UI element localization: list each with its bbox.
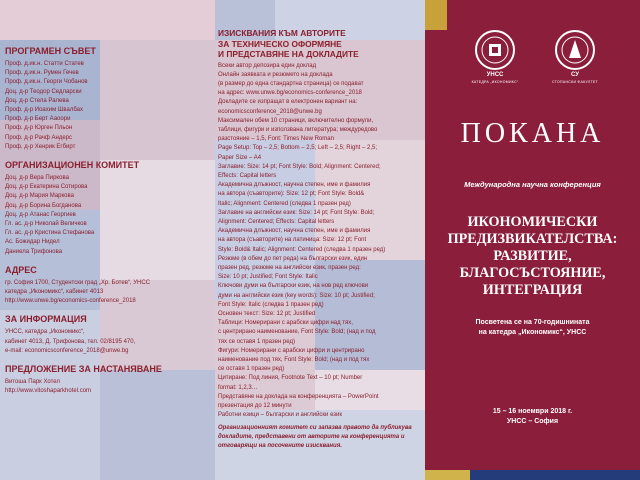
org-committee-member: Доц. д-р Вера Пиркова: [5, 175, 69, 182]
requirement-item: Фигури: Номерирани с арабски цифри и центрирано: [218, 347, 365, 354]
event-venue: УНСС – София: [506, 418, 559, 425]
conference-theme: [425, 214, 640, 299]
program-council-member: Проф. д-р Юрген Пльон: [5, 125, 73, 132]
address-section: [5, 265, 210, 307]
address-title: АДРЕС: [5, 264, 37, 275]
org-committee-member: Доц. д-р Мария Маркова: [5, 193, 74, 200]
navy-bottom-stripe: [470, 470, 640, 480]
theme-line: ИКОНОМИЧЕСКИ: [467, 214, 598, 230]
requirement-item: Основен текст: Size: 12 pt; Justified: [218, 310, 316, 317]
org-committee-member: Даниела Трифонова: [5, 248, 63, 255]
info-section: [5, 314, 210, 356]
info-line: кабинет 4013, Д. Трифонова, тел. 02/8195 470,: [5, 338, 136, 345]
bg-block: [0, 0, 215, 40]
requirement-item: Alignment: Centered; Effects: Capital letters: [218, 218, 335, 225]
org-committee-member: Гл. ас. д-р Николай Величков: [5, 221, 87, 228]
requirement-item: Всеки автор депозира един доклад: [218, 62, 317, 69]
program-council-member: Проф. д.ик.н. Статти Статев: [5, 61, 84, 67]
org-committee-member: Доц. д-р Екатерина Сотирова: [5, 184, 88, 191]
info-line: УНСС, катедра „Икономикс“,: [5, 329, 85, 336]
requirement-item: думи на английски език (key words): Size: 10 pt; Justified;: [218, 292, 375, 299]
requirement-item: таблици, фигури и използвана литература; междуредово: [218, 126, 378, 133]
requirement-item: Font Style: Italic (следва 1 празен ред): [218, 301, 324, 308]
address-line: катедра „Икономикс“, кабинет 4013: [5, 289, 104, 296]
requirements-title-line: ЗА ТЕХНИЧЕСКО ОФОРМЯНЕ: [218, 38, 342, 49]
left-column: [5, 46, 210, 404]
program-council-member: Доц. д-р Теодор Седларски: [5, 88, 82, 95]
accommodation-section: [5, 364, 210, 396]
requirement-item: наименование под тях, Font Style: Bold; (над и под тях: [218, 357, 370, 363]
info-title: ЗА ИНФОРМАЦИЯ: [5, 314, 87, 325]
requirement-item: се оставя 1 празен ред): [218, 366, 285, 373]
program-council-member: Проф. д-р Берт Ааоори: [5, 116, 71, 123]
requirement-item: Таблици: Номерирани с арабски цифри над тях,: [218, 320, 353, 327]
requirement-item: Представяне на доклада на конференцията – PowerPoint: [218, 393, 379, 400]
unwe-logo-icon: [475, 30, 515, 70]
org-committee-section: [5, 160, 210, 257]
requirement-item: Style: Bold& Italic; Alignment: Centered (следва 1 празен ред): [218, 246, 386, 253]
event-dates: [425, 407, 640, 427]
address-line: гр. София 1700, Студентски град „Хр. Ботев“, УНСС: [5, 279, 151, 286]
accommodation-title: ПРЕДЛОЖЕНИЕ ЗА НАСТАНЯВАНЕ: [5, 364, 162, 375]
requirement-item: Докладите се изпращат в електронен вариант на:: [218, 99, 358, 106]
logo2-caption: СУ: [571, 72, 579, 78]
program-council-list: [5, 60, 210, 152]
requirement-item: Заглавие: Size: 14 pt; Font Style: Bold; Alignment: Centered;: [218, 163, 381, 170]
requirement-item: Заглавие на английски език: Size: 14 pt; Font Style: Bold;: [218, 209, 375, 216]
org-committee-title: ОРГАНИЗАЦИОНЕН КОМИТЕТ: [5, 160, 140, 171]
requirement-item: на автора (съавторите): Size: 12 pt; Font Style: Bold&: [218, 191, 365, 198]
requirement-item: Академична длъжност, научна степен, име и фамилия: [218, 228, 371, 235]
conference-subtitle: Международна научна конференция: [464, 180, 601, 189]
requirement-item: Цитиране: Под линия, Footnote Text – 10 pt; Number: [218, 375, 363, 382]
requirement-item: Ключови думи на български език, на нов ред ключови: [218, 283, 369, 290]
invitation-cover: [425, 0, 640, 480]
program-council-member: Проф. д-р Рачф Андерс: [5, 134, 72, 141]
requirements-title-line: И ПРЕДСТАВЯНЕ НА ДОКЛАДИТЕ: [218, 49, 359, 59]
hotel-link[interactable]: http://www.vitoshaparkhotel.com: [5, 388, 92, 395]
requirement-item: (в размер до една стандартна страница) се подават: [218, 80, 364, 87]
theme-line: ПРЕДИЗВИКАТЕЛСТВА:: [447, 231, 618, 247]
requirement-item: Size: 10 pt; Justified; Font Style: Italic: [218, 274, 318, 281]
requirement-item: разстояние – 1,5, Font: Times New Roman: [218, 136, 334, 143]
requirement-item: празен ред, резюме на английски език, празен ред:: [218, 264, 361, 271]
requirement-item: Page Setup: Top – 2,5; Bottom – 2,5; Left – 2,5; Right – 2,5;: [218, 145, 377, 152]
gold-accent: [425, 0, 447, 30]
requirement-item: economicsconference_2018@unwe.bg: [218, 108, 322, 115]
requirement-item: Резюме (в обем до пет реда) на български език, един: [218, 255, 368, 262]
requirement-item: на автора (съавторите) на латиница: Size: 12 pt; Font: [218, 237, 367, 244]
logo2-subcaption: СТОПАНСКИ ФАКУЛТЕТ: [552, 80, 598, 84]
address-link[interactable]: http://www.unwe.bg/economics-conference_2018: [5, 298, 136, 305]
su-logo-icon: [555, 30, 595, 70]
requirement-item: Работни езици – български и английски език: [218, 412, 342, 419]
requirement-item: презентация до 12 минути: [218, 403, 292, 410]
requirements-title-line: ИЗИСКВАНИЯ КЪМ АВТОРИТЕ: [218, 28, 346, 38]
dedication-line: Посветена се на 70-годишнината: [475, 319, 590, 326]
requirement-item: с центрирано наименование, Font Style: Bold; (над и под: [218, 329, 376, 336]
requirement-item: Онлайн заявката и резюмето на доклада: [218, 71, 333, 78]
dedication-line: на катедра „Икономикс“, УНСС: [478, 329, 587, 336]
org-committee-member: Гл. ас. д-р Кристина Стефанова: [5, 230, 95, 237]
program-council-title: ПРОГРАМЕН СЪВЕТ: [5, 46, 96, 56]
committee-note: Организационният комитет си запазва правото да публикува докладите, представени от авторите на конференцията и отговарящи на посочените изисквания.: [218, 425, 412, 450]
theme-line: ИНТЕГРАЦИЯ: [482, 282, 583, 298]
info-email[interactable]: e-mail: economicsconference_2018@unwe.bg: [5, 347, 129, 354]
dedication: [425, 318, 640, 338]
org-committee-list: [5, 174, 210, 257]
program-council-member: Проф. д-р Йоахим Швалбах: [5, 107, 83, 114]
requirement-item: format: 1,2,3…: [218, 384, 258, 391]
requirement-item: на адрес: www.unwe.bg/economics-conference_2018: [218, 90, 362, 97]
org-committee-member: Ас. Божидар Нидел: [5, 239, 60, 246]
logo1-caption: УНСС: [486, 72, 504, 78]
requirement-item: тях се оставя 1 празен ред): [218, 338, 295, 345]
requirement-item: Максимален обем 10 страници, включително формули,: [218, 117, 374, 124]
program-council-section: [5, 46, 210, 152]
org-committee-member: Доц. д-р Борина Богданова: [5, 202, 82, 209]
invitation-heading: ПОКАНА: [460, 118, 605, 149]
org-committee-member: Доц. д-р Атанас Георгиев: [5, 211, 76, 218]
program-council-member: Проф. д.ик.н. Георги Чобанов: [5, 79, 88, 86]
requirement-item: Paper Size – A4: [218, 154, 262, 161]
requirements-column: [218, 28, 423, 451]
event-date: 15 – 16 ноември 2018 г.: [492, 408, 573, 415]
hotel-name: Витоша Парк Хотел: [5, 379, 60, 386]
requirement-item: Академична длъжност, научна степен, име и фамилия: [218, 182, 371, 189]
requirement-item: Effects: Capital letters: [218, 172, 277, 179]
logo1-subcaption: КАТЕДРА „ИКОНОМИКС“: [471, 80, 519, 84]
program-council-member: Доц. д-р Стела Ралева: [5, 97, 69, 104]
theme-line: РАЗВИТИЕ,: [493, 248, 572, 264]
requirements-title: [218, 28, 423, 60]
requirements-list: [218, 62, 423, 421]
program-council-member: Проф. д.ик.н. Румен Гечев: [5, 70, 79, 77]
program-council-member: Проф. д-р Хенрик Егбирт: [5, 143, 76, 150]
theme-line: БЛАГОСЪСТОЯНИЕ,: [459, 265, 606, 281]
requirement-item: Italic; Alignment: Centered (следва 1 празен ред): [218, 200, 351, 207]
